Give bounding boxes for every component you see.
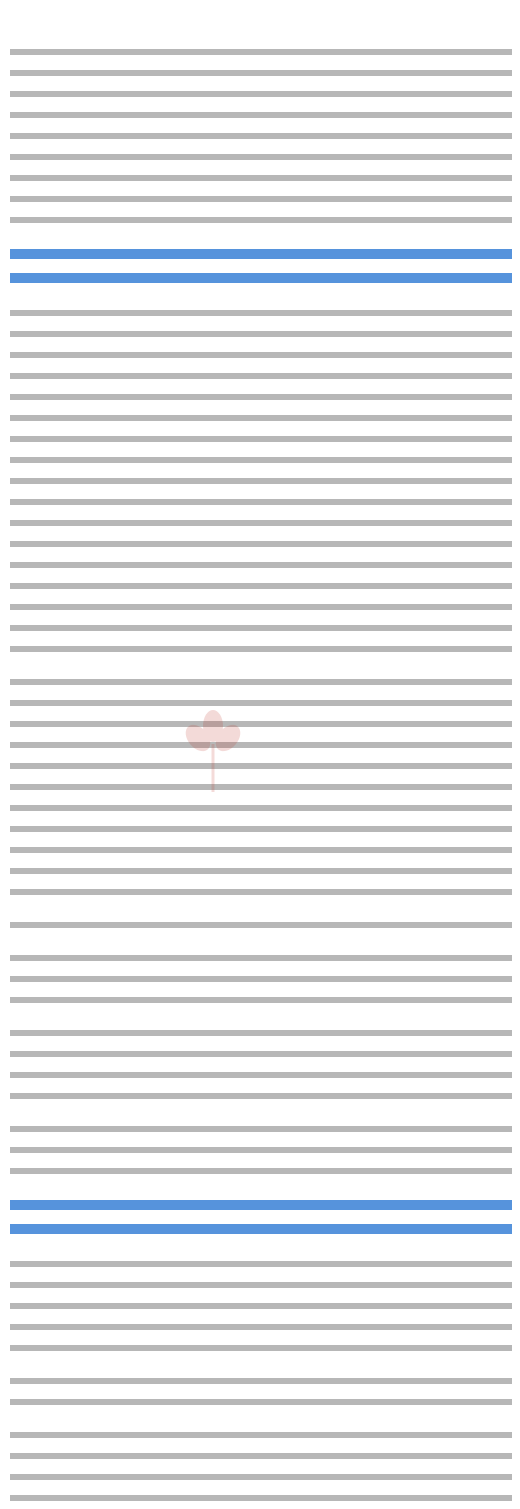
paragraph-text xyxy=(10,303,512,660)
pull-quote-1 xyxy=(10,243,512,291)
paragraph-1 xyxy=(10,42,512,231)
paragraph-3 xyxy=(10,672,512,903)
paragraph-5 xyxy=(10,948,512,1011)
paragraph-4 xyxy=(10,915,512,936)
article-title xyxy=(10,6,512,40)
paragraph-10 xyxy=(10,1425,512,1509)
paragraph-text xyxy=(10,1425,512,1509)
paragraph-8 xyxy=(10,1254,512,1359)
paragraph-text xyxy=(10,672,512,903)
paragraph-text xyxy=(10,915,512,936)
pull-quote-text xyxy=(10,1194,512,1242)
paragraph-9 xyxy=(10,1371,512,1413)
paragraph-2 xyxy=(10,303,512,660)
paragraph-text xyxy=(10,1023,512,1107)
paragraph-text xyxy=(10,1119,512,1182)
pull-quote-text xyxy=(10,243,512,291)
paragraph-text xyxy=(10,1254,512,1359)
paragraph-6 xyxy=(10,1023,512,1107)
paragraph-text xyxy=(10,1371,512,1413)
paragraph-text xyxy=(10,948,512,1011)
paragraph-7 xyxy=(10,1119,512,1182)
paragraph-text xyxy=(10,42,512,231)
pull-quote-2 xyxy=(10,1194,512,1242)
